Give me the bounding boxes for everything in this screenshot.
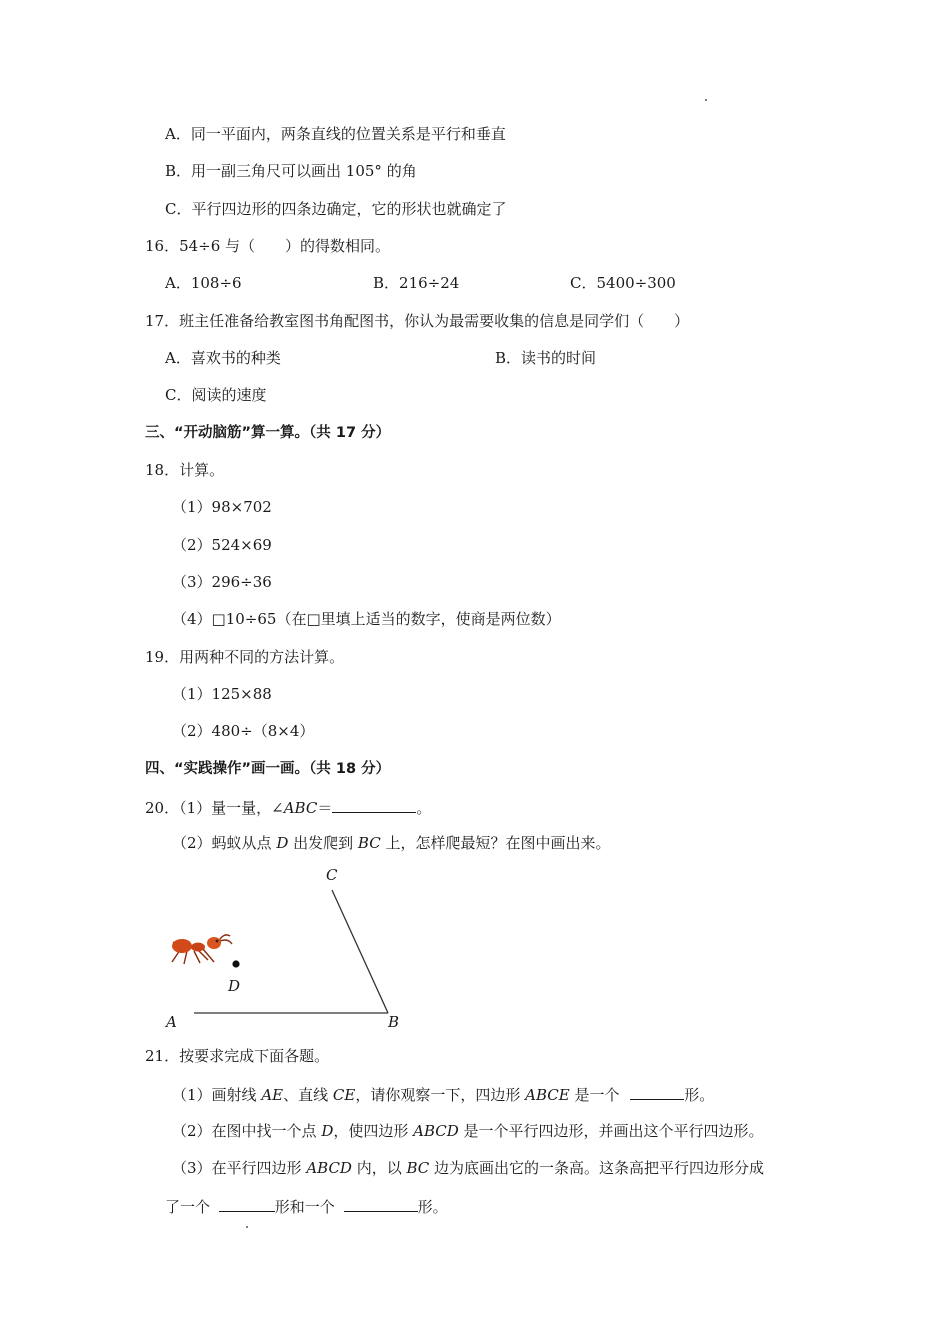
q16-stem: 16．54÷6 与（ ）的得数相同。 bbox=[145, 237, 391, 255]
angle-figure bbox=[0, 860, 950, 1060]
q21-p4-text-b: 形和一个 bbox=[274, 1198, 340, 1216]
q19-item-2: （2）480÷（8×4） bbox=[172, 722, 315, 740]
q21-p3-blank-2[interactable] bbox=[344, 1195, 418, 1212]
q21-p1-text-a: （1）画射线 bbox=[172, 1086, 262, 1104]
q18-item-2: （2）524×69 bbox=[172, 536, 272, 554]
label-d: D bbox=[228, 977, 241, 995]
q21-p2-text-c: 是一个平行四边形，并画出这个平行四边形。 bbox=[458, 1122, 764, 1140]
q20-part2 bbox=[172, 833, 610, 853]
q21-p3-quad-abcd: ABCD bbox=[306, 1159, 352, 1177]
point-d-dot bbox=[232, 960, 239, 967]
q16-option-c: C．5400÷300 bbox=[570, 274, 676, 292]
q21-line-ce: CE bbox=[332, 1086, 356, 1104]
q21-p2-text-b: ，使四边形 bbox=[333, 1122, 414, 1140]
q21-quad-abce: ABCE bbox=[525, 1086, 570, 1104]
page-dot-top bbox=[705, 99, 707, 101]
q16-option-a: A．108÷6 bbox=[165, 274, 242, 292]
q20-part1-eq: ＝ bbox=[317, 799, 333, 817]
q21-p3-text-a: （3）在平行四边形 bbox=[172, 1159, 307, 1177]
q21-p3-blank-1[interactable] bbox=[219, 1195, 275, 1212]
q21-p3-text-c: 边为底画出它的一条高。这条高把平行四边形分成 bbox=[429, 1159, 765, 1177]
page-dot-bottom bbox=[246, 1226, 248, 1228]
q19-item-1: （1）125×88 bbox=[172, 685, 272, 703]
q21-p1-text-c: ，请你观察一下，四边形 bbox=[355, 1086, 526, 1104]
q20-point-d: D bbox=[276, 834, 289, 852]
q21-p3-side-bc: BC bbox=[406, 1159, 430, 1177]
q20-answer-blank[interactable] bbox=[332, 796, 416, 813]
q17-option-b: B．读书的时间 bbox=[495, 349, 597, 367]
label-a: A bbox=[166, 1013, 177, 1031]
section4-title: 四、“实践操作”画一画。（共 18 分） bbox=[145, 761, 391, 777]
q20-part2-text-c: 上，怎样爬最短？在图中画出来。 bbox=[380, 834, 611, 852]
q21-part3-cont bbox=[165, 1195, 448, 1217]
label-c: C bbox=[326, 866, 338, 884]
q17-option-c: C．阅读的速度 bbox=[165, 386, 267, 404]
q20-angle-var: ABC bbox=[283, 799, 318, 817]
q18-item-4: （4）□10÷65（在□里填上适当的数字，使商是两位数） bbox=[172, 610, 561, 628]
q20-part2-text-a: （2）蚂蚁从点 bbox=[172, 834, 277, 852]
q18-item-3: （3）296÷36 bbox=[172, 573, 272, 591]
q20-part1-end: 。 bbox=[416, 799, 432, 817]
q21-part2 bbox=[172, 1121, 764, 1141]
q21-p1-text-d: 是一个 bbox=[569, 1086, 625, 1104]
q19-stem: 19．用两种不同的方法计算。 bbox=[145, 648, 345, 666]
q21-p2-text-a: （2）在图中找一个点 bbox=[172, 1122, 322, 1140]
q21-part1 bbox=[172, 1083, 714, 1105]
q15-option-a: A．同一平面内，两条直线的位置关系是平行和垂直 bbox=[165, 125, 506, 143]
section3-title: 三、“开动脑筋”算一算。（共 17 分） bbox=[145, 425, 391, 441]
q16-option-b: B．216÷24 bbox=[373, 274, 460, 292]
q21-p4-text-a: 了一个 bbox=[165, 1198, 215, 1216]
q20-part1-prefix: 20．（1）量一量，∠ bbox=[145, 799, 284, 817]
q20-segment-bc: BC bbox=[357, 834, 381, 852]
q20-part1 bbox=[145, 796, 431, 818]
q21-p1-blank[interactable] bbox=[630, 1083, 684, 1100]
q21-stem: 21．按要求完成下面各题。 bbox=[145, 1047, 330, 1065]
q18-stem: 18．计算。 bbox=[145, 461, 225, 479]
q21-p1-text-e: 形。 bbox=[684, 1086, 715, 1104]
q21-p4-text-c: 形。 bbox=[417, 1198, 448, 1216]
label-b: B bbox=[388, 1013, 400, 1031]
q17-stem: 17．班主任准备给教室图书角配图书，你认为最需要收集的信息是同学们（ ） bbox=[145, 312, 690, 330]
q15-option-b: B．用一副三角尺可以画出 105° 的角 bbox=[165, 162, 417, 180]
q21-quad-abcd: ABCD bbox=[413, 1122, 459, 1140]
q21-point-d: D bbox=[321, 1122, 334, 1140]
q21-p1-text-b: 、直线 bbox=[283, 1086, 333, 1104]
ant-icon bbox=[172, 935, 232, 964]
segment-bc bbox=[332, 890, 388, 1013]
q21-part3 bbox=[172, 1158, 764, 1178]
q21-ray-ae: AE bbox=[261, 1086, 284, 1104]
q20-part2-text-b: 出发爬到 bbox=[288, 834, 358, 852]
q18-item-1: （1）98×702 bbox=[172, 498, 272, 516]
q21-p3-text-b: 内，以 bbox=[351, 1159, 407, 1177]
q17-option-a: A．喜欢书的种类 bbox=[165, 349, 281, 367]
q15-option-c: C．平行四边形的四条边确定，它的形状也就确定了 bbox=[165, 200, 507, 218]
